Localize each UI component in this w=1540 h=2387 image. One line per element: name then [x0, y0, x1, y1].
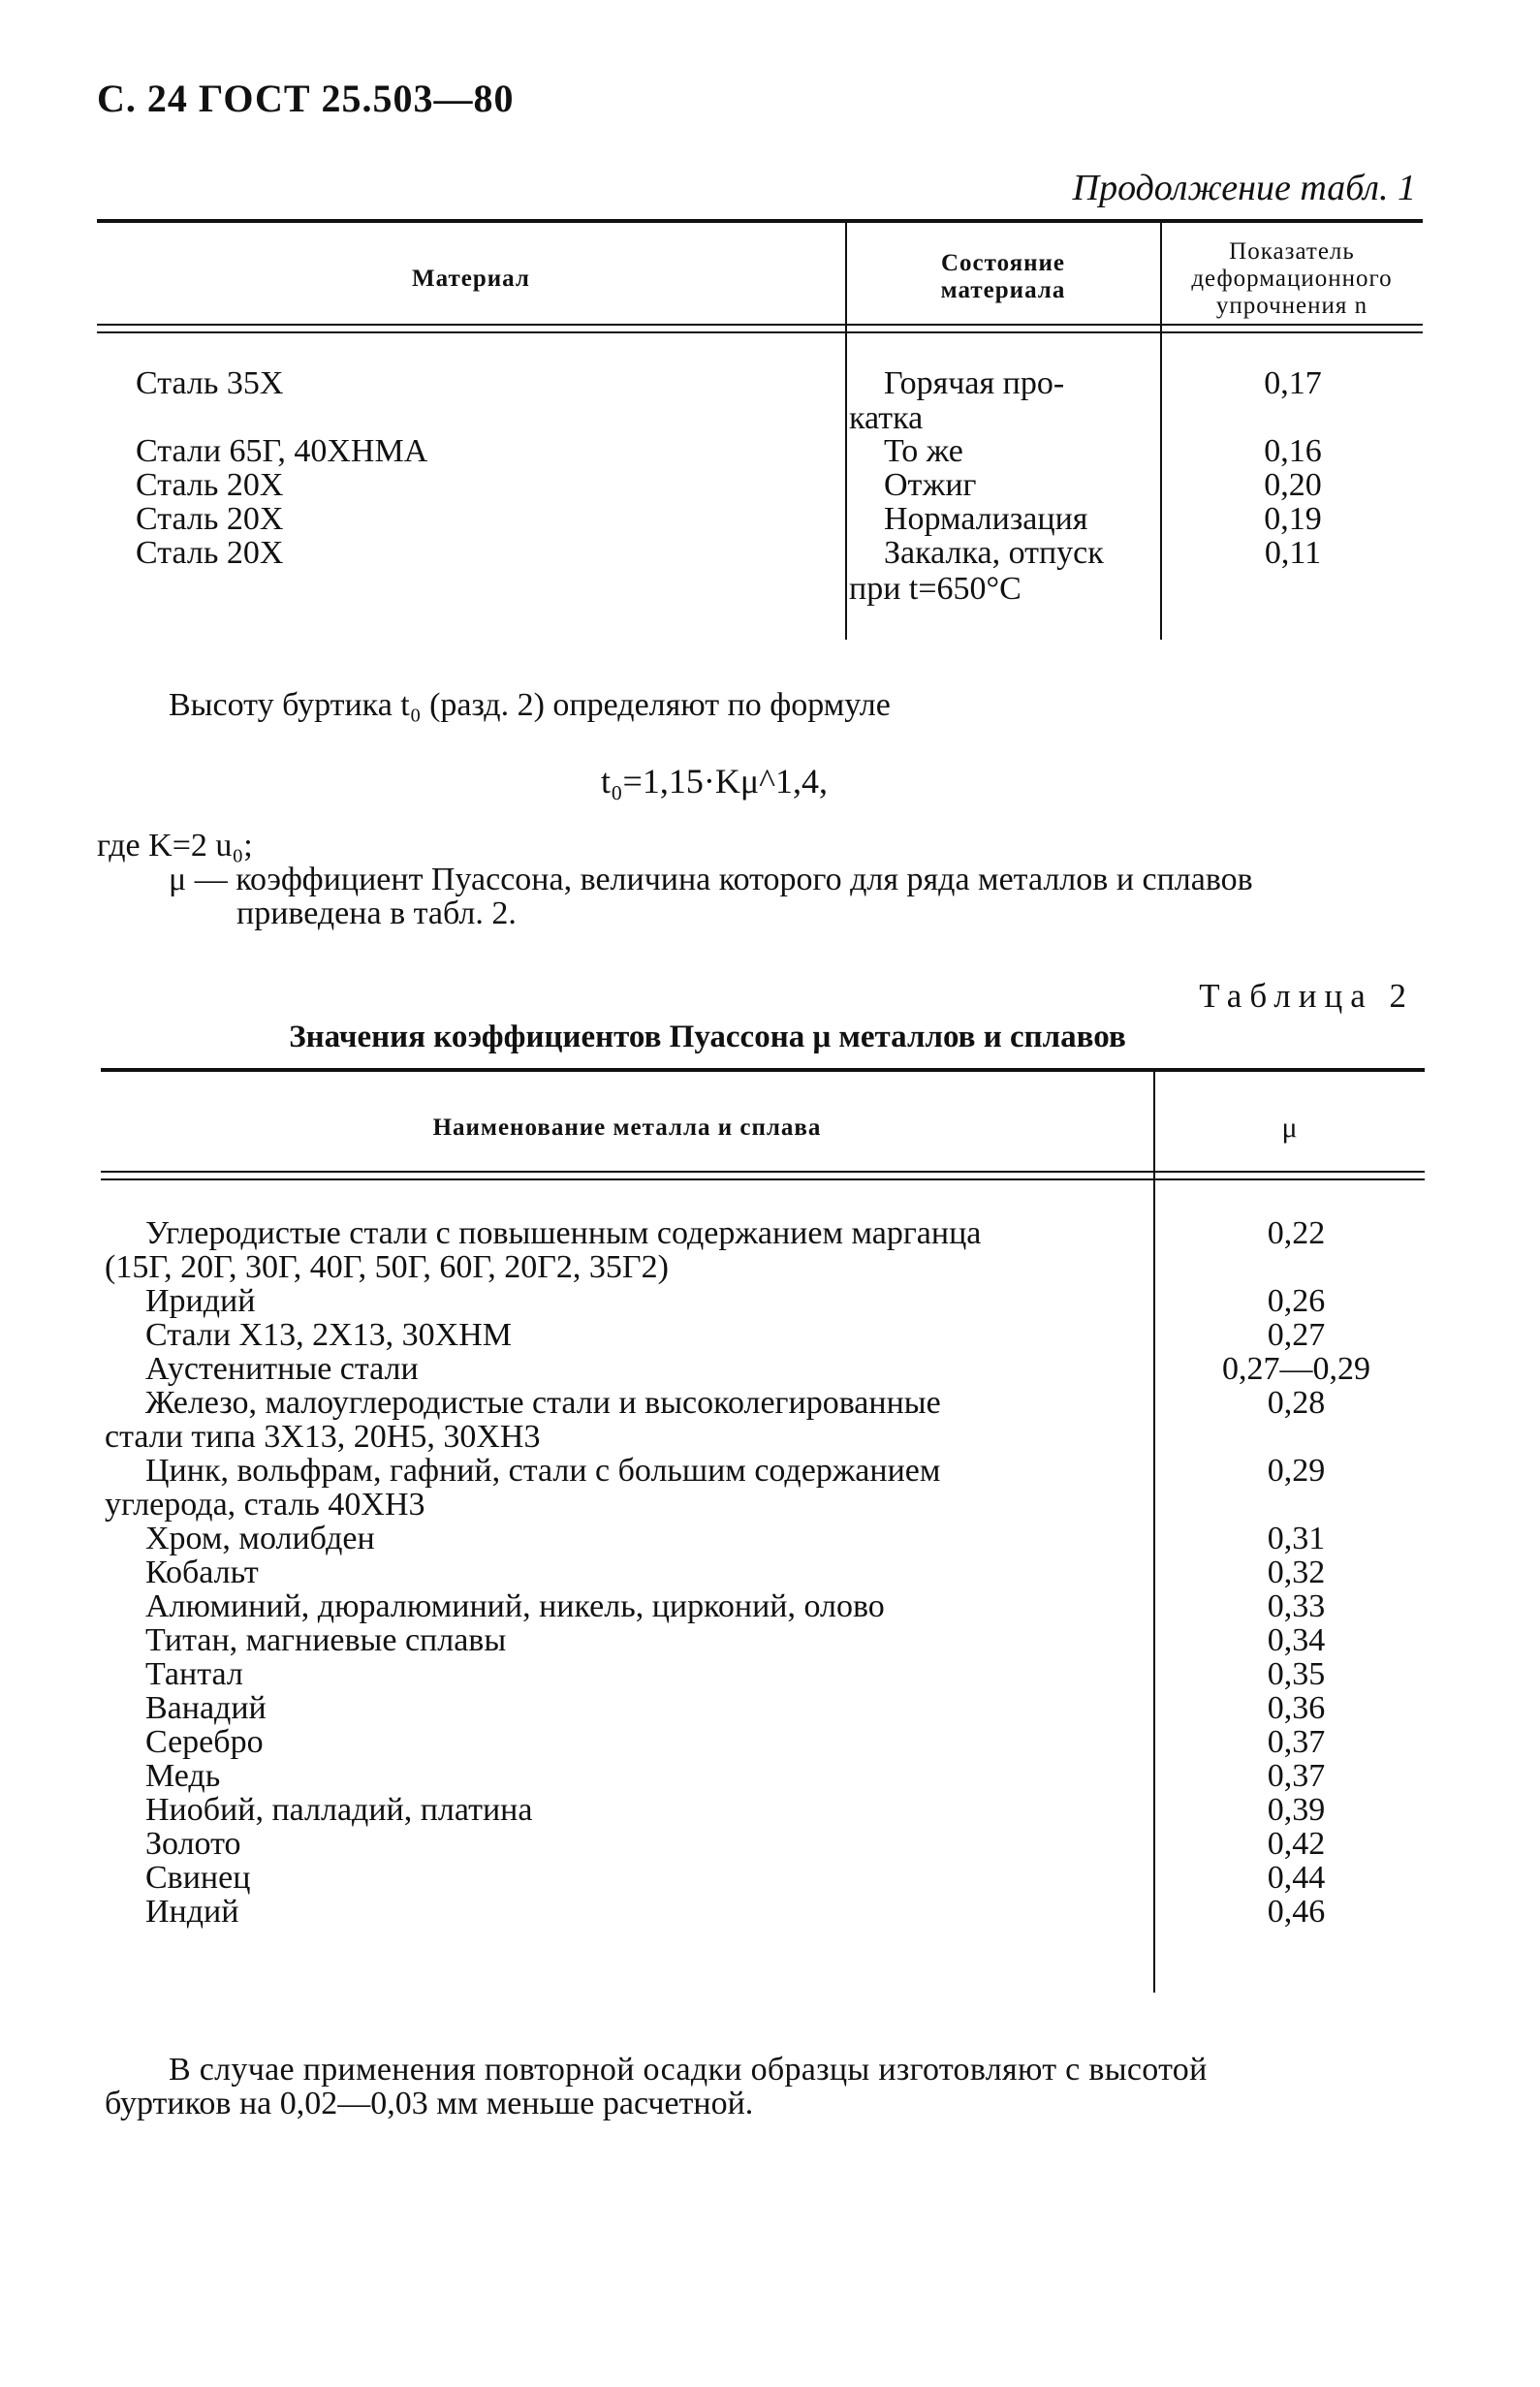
- table2-row-name: Тантал: [145, 1656, 243, 1692]
- table2-row-name: Иридий: [145, 1283, 256, 1319]
- table2-row-name: Аустенитные стали: [145, 1351, 419, 1387]
- table-continuation-label: Продолжение табл. 1: [1072, 168, 1416, 208]
- table2-row-value: 0,37: [1267, 1758, 1326, 1794]
- footer-line-2: буртиков на 0,02—0,03 мм меньше расчетной.: [105, 2086, 754, 2121]
- table2-row-value: 0,37: [1267, 1724, 1326, 1760]
- table1-row-5-material: Сталь 20Х: [136, 535, 284, 571]
- table2-row-value: 0,29: [1267, 1453, 1326, 1489]
- table2-row-name: Индий: [145, 1894, 239, 1930]
- table1-header-state-line1: Состояние: [940, 250, 1066, 276]
- table1-row-5-state-cont: при t=650°С: [849, 571, 1021, 607]
- table1-header-index-line3: упрочнения n: [1215, 293, 1368, 319]
- table1-header-state: [847, 250, 1159, 304]
- table2-row-name: Золото: [145, 1826, 241, 1862]
- table2-row-value: 0,27—0,29: [1222, 1351, 1370, 1387]
- table2-row-name: Ниобий, палладий, платина: [145, 1792, 533, 1828]
- table1-row-3-state: Отжиг: [884, 467, 977, 503]
- table1-row-4-value: 0,19: [1264, 501, 1322, 537]
- table2-row-value: 0,22: [1267, 1215, 1326, 1251]
- table1-row-2-material: Стали 65Г, 40ХНМА: [136, 433, 428, 469]
- table1-row-1-state: Горячая про-: [884, 365, 1065, 401]
- table2-header-rule-a: [101, 1171, 1425, 1173]
- table1-row-1-material: Сталь 35Х: [136, 365, 284, 401]
- table1-header-rule-b: [97, 331, 1423, 333]
- table2-row-value: 0,26: [1267, 1283, 1326, 1319]
- table2-row-name: Стали Х13, 2Х13, 30ХНМ: [145, 1317, 513, 1353]
- table2-row-name: Свинец: [145, 1860, 251, 1896]
- table2-row-value: 0,33: [1267, 1588, 1326, 1624]
- table2-row-name: Кобальт: [145, 1555, 259, 1590]
- table2-header-rule-b: [101, 1178, 1425, 1180]
- table2-row-value: 0,31: [1267, 1521, 1326, 1556]
- table2-row-value: 0,27: [1267, 1317, 1326, 1353]
- table2-row-name: Медь: [145, 1758, 221, 1794]
- table2-col-divider: [1153, 1072, 1155, 1993]
- table2-top-rule: [101, 1068, 1425, 1072]
- table1-row-5-state: Закалка, отпуск: [884, 535, 1104, 571]
- table2-row-name-cont: стали типа 3Х13, 20Н5, 30ХН3: [105, 1419, 541, 1455]
- where-line-2: μ — коэффициент Пуассона, величина которого для ряда металлов и сплавов: [169, 862, 1253, 897]
- table2-title: Значения коэффициентов Пуассона μ металлов и сплавов: [289, 1020, 1126, 1054]
- table1-row-2-state: То же: [884, 433, 963, 469]
- table2-row-name-cont: (15Г, 20Г, 30Г, 40Г, 50Г, 60Г, 20Г2, 35Г2): [105, 1249, 669, 1285]
- table2-number: Таблица 2: [1199, 977, 1414, 1015]
- page-header: С. 24 ГОСТ 25.503—80: [97, 77, 515, 120]
- table1-row-1-state-cont: катка: [849, 400, 924, 436]
- where-line-1: где K=2 u₀;: [97, 828, 253, 864]
- table2-row-value: 0,39: [1267, 1792, 1326, 1828]
- table2-row-name: Ванадий: [145, 1690, 267, 1726]
- table2-row-value: 0,36: [1267, 1690, 1326, 1726]
- table2-header-mu: μ: [1281, 1112, 1299, 1144]
- table2-row-name: Титан, магниевые сплавы: [145, 1622, 507, 1658]
- table2-row-value: 0,42: [1267, 1826, 1326, 1862]
- table1-row-4-material: Сталь 20Х: [136, 501, 284, 537]
- table2-row-value: 0,44: [1267, 1860, 1326, 1896]
- table1-row-3-value: 0,20: [1264, 467, 1322, 503]
- table2-row-value: 0,35: [1267, 1656, 1326, 1692]
- table2-header-name: Наименование металла и сплава: [432, 1115, 822, 1141]
- table2-row-value: 0,32: [1267, 1555, 1326, 1590]
- table1-header-rule-a: [97, 324, 1423, 326]
- table1-row-4-state: Нормализация: [884, 501, 1088, 537]
- table1-top-rule: [97, 219, 1423, 223]
- formula: t₀=1,15·Kμ^1,4,: [601, 762, 829, 801]
- paragraph-height-formula-intro: Высоту буртика t₀ (разд. 2) определяют по формуле: [169, 687, 891, 723]
- where-line-3: приведена в табл. 2.: [236, 895, 517, 931]
- table1-row-2-value: 0,16: [1264, 433, 1322, 469]
- table2-row-name-cont: углерода, сталь 40ХН3: [105, 1487, 425, 1523]
- table1-header-index: [1162, 238, 1422, 320]
- table1-header-material: Материал: [412, 266, 530, 292]
- table1-row-5-value: 0,11: [1264, 535, 1322, 571]
- table1-header-state-line2: материала: [940, 277, 1066, 303]
- table1-header-index-line2: деформационного: [1191, 266, 1393, 292]
- table2-row-value: 0,34: [1267, 1622, 1326, 1658]
- table2-row-name: Углеродистые стали с повышенным содержанием марганца: [145, 1215, 982, 1251]
- table1-row-1-value: 0,17: [1264, 365, 1322, 401]
- table2-row-value: 0,46: [1267, 1894, 1326, 1930]
- table1-row-3-material: Сталь 20Х: [136, 467, 284, 503]
- table1-header-index-line1: Показатель: [1229, 238, 1355, 265]
- table2-row-name: Серебро: [145, 1724, 264, 1760]
- table2-row-value: 0,28: [1267, 1385, 1326, 1421]
- table2-row-name: Алюминий, дюралюминий, никель, цирконий, олово: [145, 1588, 885, 1624]
- table2-row-name: Цинк, вольфрам, гафний, стали с большим содержанием: [145, 1453, 941, 1489]
- table2-row-name: Железо, малоуглеродистые стали и высоколегированные: [145, 1385, 941, 1421]
- footer-line-1: В случае применения повторной осадки образцы изготовляют с высотой: [169, 2052, 1208, 2088]
- table2-row-name: Хром, молибден: [145, 1521, 375, 1556]
